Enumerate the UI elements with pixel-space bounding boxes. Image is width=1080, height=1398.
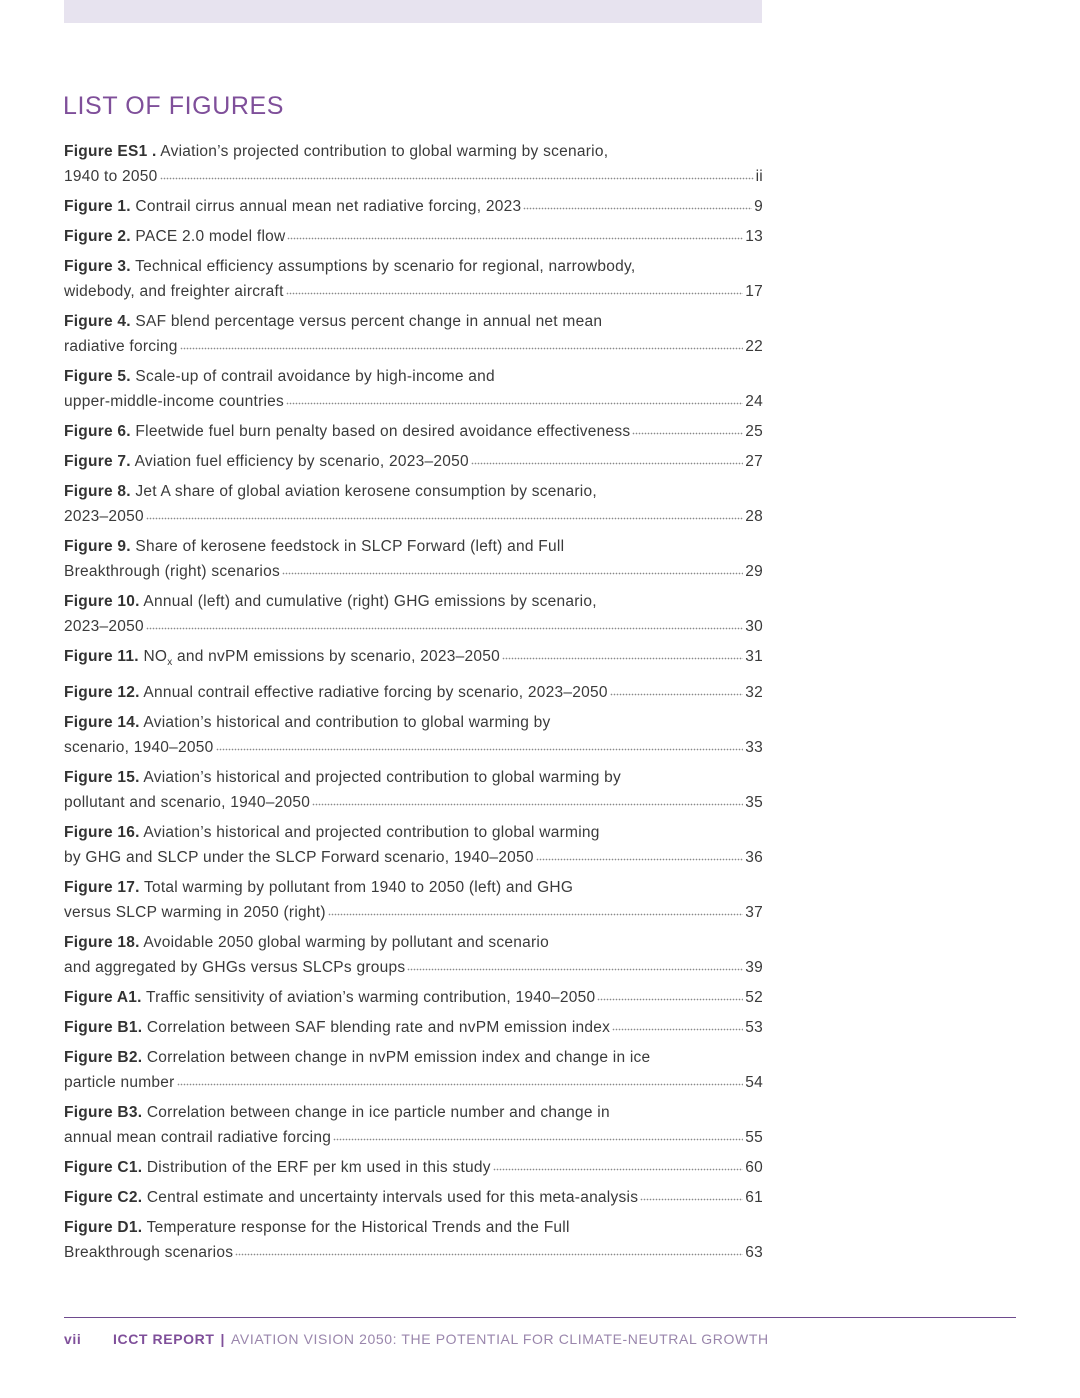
footer-separator: | [220, 1331, 226, 1347]
figure-title-text-wrap [64, 845, 534, 870]
figure-title-text: Temperature response for the Historical Trends and the Full [146, 1219, 570, 1237]
figure-title-text: Aviation’s historical and projected contribution to global warming by [143, 769, 622, 787]
figure-title-text-wrap [64, 504, 144, 529]
dot-leader [632, 421, 743, 437]
figure-label: Figure 15. [64, 769, 140, 787]
figure-title-line-1 [64, 139, 763, 164]
figure-title-line-2 [64, 279, 763, 304]
page-number: 32 [745, 684, 763, 702]
figure-title-text: Correlation between SAF blending rate and nvPM emission index [146, 1019, 611, 1037]
footer-rule [64, 1317, 1016, 1318]
dot-leader [493, 1157, 743, 1173]
figure-title-text: widebody, and freighter aircraft [64, 283, 284, 300]
dot-leader [286, 281, 744, 297]
figure-label: Figure 14. [64, 714, 140, 732]
dot-leader [640, 1187, 743, 1203]
dot-leader [502, 646, 743, 662]
figure-title-line-1 [64, 710, 763, 735]
figure-title-line [64, 449, 763, 474]
figure-title-text: particle number [64, 1074, 175, 1092]
figure-title-text: 2023–2050 [64, 508, 144, 525]
figure-title-line [64, 644, 763, 675]
figure-title-line-2 [64, 389, 763, 414]
figure-title-text: Annual (left) and cumulative (right) GHG emissions by scenario, [143, 593, 597, 610]
figure-label: Figure C1. [64, 1159, 143, 1177]
toc-entry[interactable] [64, 680, 763, 705]
figure-title-text: Share of kerosene feedstock in SLCP Forward (left) and Full [135, 538, 565, 555]
page-number: 36 [745, 849, 763, 867]
figure-label: Figure A1. [64, 989, 142, 1007]
figure-title-line-1 [64, 1215, 763, 1240]
dot-leader [312, 792, 743, 808]
footer [64, 1331, 769, 1347]
figure-list [64, 139, 763, 1270]
dot-leader [328, 902, 744, 918]
page-number: 22 [745, 338, 763, 355]
figure-title-text: Jet A share of global aviation kerosene consumption by scenario, [135, 483, 597, 500]
figure-label: Figure ES1 . [64, 143, 157, 160]
figure-title-text: PACE 2.0 model flow [135, 228, 286, 245]
page-number: 30 [745, 618, 763, 635]
figure-title-line-1 [64, 589, 763, 614]
figure-title-text: Scale-up of contrail avoidance by high-income and [135, 368, 495, 385]
toc-entry[interactable] [64, 254, 763, 304]
dot-leader [523, 196, 752, 212]
figure-title-text-wrap [64, 164, 158, 189]
figure-title-text: Correlation between change in ice particle number and change in [146, 1104, 610, 1122]
toc-entry[interactable] [64, 449, 763, 474]
figure-label: Figure 2. [64, 228, 131, 245]
page-number: 63 [745, 1244, 763, 1262]
dot-leader [612, 1017, 743, 1033]
page-number: 52 [745, 989, 763, 1007]
figure-title-text: SAF blend percentage versus percent change in annual net mean [135, 313, 603, 330]
figure-label: Figure 3. [64, 258, 131, 275]
figure-title-text: Aviation’s projected contribution to global warming by scenario, [160, 143, 609, 160]
figure-title-text: annual mean contrail radiative forcing [64, 1129, 332, 1147]
figure-title-text: Avoidable 2050 global warming by pollutant and scenario [143, 934, 549, 952]
figure-title-line-1 [64, 1100, 763, 1125]
dot-leader [286, 391, 743, 407]
dot-leader [597, 987, 743, 1003]
dot-leader [287, 226, 743, 242]
figure-title-text: 2023–2050 [64, 618, 144, 635]
figure-title-line-1 [64, 254, 763, 279]
figure-title-text: Aviation fuel efficiency by scenario, 2023–2050 [134, 453, 469, 470]
figure-label: Figure 17. [64, 879, 140, 897]
figure-title-line-2 [64, 1240, 763, 1265]
toc-entry[interactable] [64, 139, 763, 189]
figure-title-line-1 [64, 534, 763, 559]
figure-label: Figure 1. [64, 198, 131, 215]
page-number: 55 [745, 1129, 763, 1147]
dot-leader [282, 561, 743, 577]
dot-leader [146, 616, 743, 632]
figure-title-line-2 [64, 504, 763, 529]
figure-title-text: radiative forcing [64, 338, 178, 355]
toc-entry[interactable] [64, 710, 763, 760]
footer-report-title: AVIATION VISION 2050: THE POTENTIAL FOR CLIMATE-NEUTRAL GROWTH [231, 1331, 769, 1347]
dot-leader [146, 506, 743, 522]
page-number: 17 [745, 283, 763, 300]
figure-title-line [64, 985, 763, 1010]
figure-title-line-2 [64, 559, 763, 584]
figure-title-text-wrap [64, 735, 214, 760]
figure-title-line-2 [64, 955, 763, 980]
figure-title-line-1 [64, 309, 763, 334]
dot-leader [610, 682, 744, 698]
figure-title-text: Central estimate and uncertainty intervals used for this meta-analysis [146, 1189, 639, 1207]
figure-title-line-1 [64, 930, 763, 955]
figure-title-text: Aviation’s historical and projected contribution to global warming [143, 824, 600, 842]
page-number: 33 [745, 739, 763, 757]
figure-title-line-1 [64, 479, 763, 504]
figure-label: Figure 7. [64, 453, 131, 470]
figure-title-line-2 [64, 900, 763, 925]
figure-title-text-wrap [64, 1125, 331, 1150]
toc-entry[interactable] [64, 364, 763, 414]
figure-title-text-wrap [64, 644, 500, 675]
figure-title-line [64, 194, 763, 219]
page-number: 35 [745, 794, 763, 812]
figure-label: Figure D1. [64, 1219, 143, 1237]
subscript: x [167, 657, 173, 669]
figure-title-line-2 [64, 164, 763, 189]
figure-title-text-wrap [64, 790, 310, 815]
figure-title-text: scenario, 1940–2050 [64, 739, 214, 757]
figure-title-text-wrap [64, 559, 280, 584]
figure-title-text-wrap [64, 334, 178, 359]
page-number: 39 [745, 959, 763, 977]
toc-entry[interactable] [64, 930, 763, 980]
figure-title-text-wrap [64, 194, 521, 219]
figure-title-text-wrap [64, 449, 469, 474]
figure-title-text-wrap [64, 279, 284, 304]
page-number: 25 [745, 423, 763, 440]
toc-entry[interactable] [64, 534, 763, 584]
figure-title-text-wrap [64, 389, 284, 414]
figure-title-line-1 [64, 820, 763, 845]
figure-title-text-wrap [64, 985, 595, 1010]
figure-title-line [64, 1155, 763, 1180]
dot-leader [407, 957, 743, 973]
figure-title-text-wrap [64, 680, 608, 705]
dot-leader [177, 1072, 744, 1088]
figure-title-text: Breakthrough scenarios [64, 1244, 234, 1262]
figure-title-line-2 [64, 334, 763, 359]
toc-entry[interactable] [64, 1045, 763, 1095]
dot-leader [235, 1242, 743, 1258]
toc-entry[interactable] [64, 644, 763, 675]
toc-entry[interactable] [64, 1185, 763, 1210]
figure-title-text-wrap [64, 955, 405, 980]
figure-title-text: Distribution of the ERF per km used in this study [146, 1159, 491, 1177]
page-number: 54 [745, 1074, 763, 1092]
figure-title-line-2 [64, 790, 763, 815]
figure-title-text-wrap [64, 1155, 491, 1180]
toc-entry[interactable] [64, 224, 763, 249]
figure-title-text-wrap [64, 1070, 175, 1095]
page-number: 28 [745, 508, 763, 525]
figure-title-text: by GHG and SLCP under the SLCP Forward scenario, 1940–2050 [64, 849, 534, 867]
figure-label: Figure 10. [64, 593, 140, 610]
toc-entry[interactable] [64, 194, 763, 219]
page-number: 61 [745, 1189, 763, 1207]
figure-title-text: Technical efficiency assumptions by scenario for regional, narrowbody, [135, 258, 636, 275]
figure-label: Figure 18. [64, 934, 140, 952]
toc-entry[interactable] [64, 1015, 763, 1040]
figure-title-text: Breakthrough (right) scenarios [64, 563, 280, 580]
toc-entry[interactable] [64, 875, 763, 925]
figure-title-text: Aviation’s historical and contribution to global warming by [143, 714, 551, 732]
figure-label: Figure 4. [64, 313, 131, 330]
header-band [64, 0, 762, 23]
page-number: ii [755, 168, 763, 185]
figure-label: Figure 5. [64, 368, 131, 385]
figure-title-line-1 [64, 875, 763, 900]
toc-entry[interactable] [64, 765, 763, 815]
figure-title-text-wrap [64, 1015, 610, 1040]
toc-entry[interactable] [64, 985, 763, 1010]
figure-title-line-1 [64, 765, 763, 790]
figure-label: Figure 11. [64, 648, 139, 665]
page-number: 31 [745, 648, 763, 665]
figure-title-line [64, 419, 763, 444]
toc-entry[interactable] [64, 309, 763, 359]
figure-label: Figure 12. [64, 684, 140, 702]
toc-entry[interactable] [64, 820, 763, 870]
figure-label: Figure C2. [64, 1189, 143, 1207]
page-number: 27 [745, 453, 763, 470]
figure-title-text: NO [143, 648, 168, 665]
figure-label: Figure 8. [64, 483, 131, 500]
figure-title-line-2 [64, 1070, 763, 1095]
figure-title-text: pollutant and scenario, 1940–2050 [64, 794, 311, 812]
page-number: 37 [745, 904, 763, 922]
toc-entry[interactable] [64, 479, 763, 529]
figure-title-text: Correlation between change in nvPM emission index and change in ice [146, 1049, 651, 1067]
page-number: 53 [745, 1019, 763, 1037]
figure-title-text: and aggregated by GHGs versus SLCPs groups [64, 959, 406, 977]
toc-entry[interactable] [64, 1100, 763, 1150]
figure-title-text: Traffic sensitivity of aviation’s warming contribution, 1940–2050 [146, 989, 596, 1007]
figure-title-text-wrap [64, 1240, 233, 1265]
dot-leader [333, 1127, 743, 1143]
figure-title-line [64, 1185, 763, 1210]
figure-title-line [64, 1015, 763, 1040]
dot-leader [536, 847, 744, 863]
toc-entry[interactable] [64, 1215, 763, 1265]
figure-label: Figure 9. [64, 538, 131, 555]
dot-leader [471, 451, 743, 467]
figure-title-text-rest: and nvPM emissions by scenario, 2023–2050 [172, 648, 501, 665]
figure-label: Figure 16. [64, 824, 140, 842]
figure-title-line-2 [64, 614, 763, 639]
toc-entry[interactable] [64, 589, 763, 639]
figure-label: Figure B2. [64, 1049, 143, 1067]
page-number: 60 [745, 1159, 763, 1177]
figure-title-text-wrap [64, 614, 144, 639]
dot-leader [160, 166, 754, 182]
page-number: 24 [745, 393, 763, 410]
figure-label: Figure B3. [64, 1104, 143, 1122]
toc-entry[interactable] [64, 1155, 763, 1180]
figure-title-text-wrap [64, 419, 630, 444]
footer-page-number: vii [64, 1331, 82, 1347]
figure-title-text: Fleetwide fuel burn penalty based on desired avoidance effectiveness [135, 423, 631, 440]
figure-title-line [64, 224, 763, 249]
dot-leader [216, 737, 744, 753]
figure-title-line-1 [64, 1045, 763, 1070]
dot-leader [180, 336, 744, 352]
figure-title-text-wrap [64, 224, 285, 249]
figure-title-line-2 [64, 845, 763, 870]
figure-label: Figure 6. [64, 423, 131, 440]
page-number: 9 [754, 198, 763, 215]
figure-title-text: Total warming by pollutant from 1940 to 2050 (left) and GHG [144, 879, 574, 897]
page-number: 13 [745, 228, 763, 245]
figure-label: Figure B1. [64, 1019, 143, 1037]
footer-brand: ICCT REPORT [113, 1331, 215, 1347]
figure-title-line [64, 680, 763, 705]
page-number: 29 [745, 563, 763, 580]
figure-title-line-2 [64, 1125, 763, 1150]
figure-title-text-wrap [64, 1185, 638, 1210]
figure-title-text: versus SLCP warming in 2050 (right) [64, 904, 326, 922]
figure-title-text: 1940 to 2050 [64, 168, 158, 185]
figure-title-text: Contrail cirrus annual mean net radiative forcing, 2023 [135, 198, 522, 215]
figure-title-text: Annual contrail effective radiative forcing by scenario, 2023–2050 [143, 684, 608, 702]
figure-title-text: upper-middle-income countries [64, 393, 285, 410]
section-title: LIST OF FIGURES [63, 92, 285, 120]
figure-title-line-1 [64, 364, 763, 389]
figure-title-text-wrap [64, 900, 326, 925]
toc-entry[interactable] [64, 419, 763, 444]
figure-title-line-2 [64, 735, 763, 760]
